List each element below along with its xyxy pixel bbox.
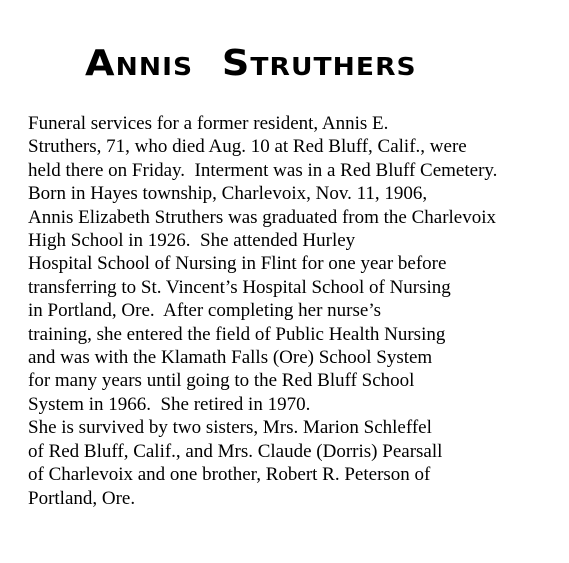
obituary-line: for many years until going to the Red Bluff School [28,370,415,392]
obituary-line: of Red Bluff, Calif., and Mrs. Claude (Dorris) Pearsall [28,440,443,462]
obituary-title: Annis Struthers [85,43,417,84]
obituary-line: Hospital School of Nursing in Flint for one year before [28,253,447,275]
obituary-line: and was with the Klamath Falls (Ore) School System [28,347,433,369]
obituary-line: She is survived by two sisters, Mrs. Marion Schleffel [28,417,432,439]
obituary-line: High School in 1926. She attended Hurley [28,230,356,252]
obituary-line: of Charlevoix and one brother, Robert R. Peterson of [28,464,431,486]
obituary-line: Born in Hayes township, Charlevoix, Nov. 11, 1906, [28,183,428,205]
obituary-line: System in 1966. She retired in 1970. [28,393,311,415]
obituary-line: Funeral services for a former resident, Annis E. [28,113,389,134]
obituary-line: Portland, Ore. [28,487,136,509]
obituary-body [28,112,563,510]
obituary-line: transferring to St. Vincent’s Hospital School of Nursing [28,276,451,298]
obituary-line: Annis Elizabeth Struthers was graduated from the Charlevoix [28,206,497,228]
obituary-line: held there on Friday. Interment was in a Red Bluff Cemetery. [28,159,498,181]
obituary-line: in Portland, Ore. After completing her nurse’s [28,300,382,322]
obituary-line: training, she entered the field of Public Health Nursing [28,323,446,345]
obituary-line: Struthers, 71, who died Aug. 10 at Red Bluff, Calif., were [28,136,467,158]
